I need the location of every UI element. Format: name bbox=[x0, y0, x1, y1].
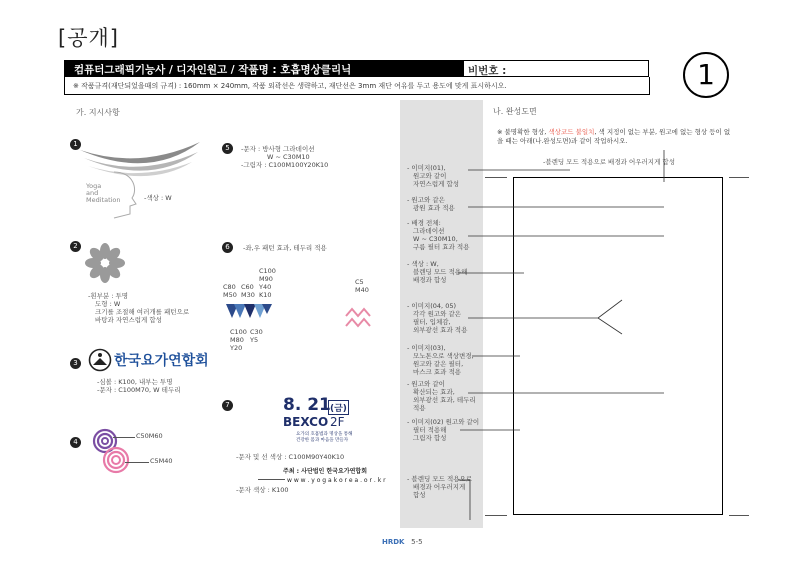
bib-number-field: 비번호 : bbox=[464, 60, 649, 77]
item-number-3: 3 bbox=[70, 358, 81, 369]
page-footer: HRDK 5-5 bbox=[382, 538, 423, 546]
item6-color-c100: C100 M90 Y40 K10 bbox=[259, 267, 276, 299]
item6-color-c100b: C100 M80 Y20 bbox=[230, 328, 247, 352]
event-tagline-2: 건강한 몸과 마음을 만들자 bbox=[296, 438, 349, 443]
classification-tag: [공개] bbox=[58, 26, 119, 50]
annotation-5: - 이미지(04, 05) 각각 원고와 같은 필터, 입체감, 외부광선 효과 적용 bbox=[407, 302, 468, 334]
item-number-6: 6 bbox=[222, 242, 233, 253]
annotation-4: - 색상 : W, 블렌딩 모드 적용해 배경과 합성 bbox=[407, 260, 468, 284]
item4-color-b: C5M40 bbox=[150, 457, 173, 465]
item-number-2: 2 bbox=[70, 241, 81, 252]
association-name: 한국요가연합회 bbox=[114, 353, 209, 369]
item6-color-c60: C60 M30 bbox=[241, 283, 255, 299]
yoga-logo-text: Yoga and Meditation bbox=[86, 182, 121, 204]
item6-spec: -좌,우 패턴 효과, 테두리 적용 bbox=[243, 244, 327, 252]
annotation-6: - 이미지(03), 모노톤으로 색상변경, 원고와 같은 필터, 마스크 효과 적용 bbox=[407, 344, 474, 376]
section-instructions-title: 가. 지시사항 bbox=[76, 108, 120, 117]
sheet-number: 1 bbox=[683, 52, 729, 98]
item-number-4: 4 bbox=[70, 437, 81, 448]
item7-text-color: -문자 색상 : K100 bbox=[236, 486, 289, 494]
annotation-3: - 배경 전체: 그라데이션 W ~ C30M10, 구름 필터 효과 적용 bbox=[407, 219, 470, 251]
item-number-5: 5 bbox=[222, 143, 233, 154]
completion-note: ※ 불명확한 형상, 색상코드 불일치, 색 지정이 없는 부분, 원고에 없는 형상 등이 없을 때는 아래(나.완성도면)과 같이 작업하시오. bbox=[497, 128, 731, 145]
event-date: 8. 21 bbox=[283, 395, 331, 415]
event-day: (금) bbox=[328, 400, 349, 415]
item2-spec: -흰부분 : 투명 도형 : W 크기를 조절해 여러개를 패턴으로 바탕과 자연스럽게 합성 bbox=[88, 292, 190, 324]
annotation-9: - 블렌딩 모드 적용으로 배경과 어우러지게 합성 bbox=[407, 475, 473, 499]
spec-note: ※ 작품규격(재단되었을때의 규격) : 160mm × 240mm, 작품 외곽선은 생략하고, 재단선은 3mm 재단 여유를 두고 용도에 맞게 표시하시오. bbox=[64, 77, 650, 95]
item5-spec: -문자 : 방사형 그라데이션 W ~ C30M10 -그림자 : C100M100Y20K10 bbox=[241, 145, 329, 169]
event-floor: 2F bbox=[330, 415, 345, 429]
annotation-7: - 원고와 같이 확산되는 효과, 외부광선 효과, 테두리 적용 bbox=[407, 380, 476, 412]
section-completion-title: 나. 완성도면 bbox=[493, 107, 537, 116]
item6-color-c5: C5 M40 bbox=[355, 278, 369, 294]
item6-color-c30: C30 Y5 bbox=[250, 328, 263, 344]
event-tagline-1: 요가의 호흡법과 명상을 통해 bbox=[296, 432, 353, 437]
completion-note-sub: -블렌딩 모드 적용으로 배경과 어우러지게 합성 bbox=[543, 158, 675, 166]
item3-spec: -심볼 : K100, 내부는 투명 -문자 : C100M70, W 테두리 bbox=[97, 378, 181, 394]
item1-color: -색상 : W bbox=[144, 194, 172, 202]
annotation-8: - 이미지(02) 원고와 같이 필터 적용해 그림자 합성 bbox=[407, 418, 480, 442]
item-number-1: 1 bbox=[70, 139, 81, 150]
item-number-7: 7 bbox=[222, 400, 233, 411]
event-url: w w w . y o g a k o r e a . o r . k r bbox=[287, 477, 386, 484]
event-venue: BEXCO bbox=[283, 415, 329, 429]
annotation-2: - 원고와 같은 광원 효과 적용 bbox=[407, 196, 455, 212]
event-host: 주최 : 사단법인 한국요가연합회 bbox=[283, 468, 368, 475]
item7-line-color: -문자 및 선 색상 : C100M90Y40K10 bbox=[236, 453, 345, 461]
item6-color-c80: C80 M50 bbox=[223, 283, 237, 299]
annotation-1: - 이미지(01), 원고와 같이 자연스럽게 합성 bbox=[407, 164, 460, 188]
header-title: 컴퓨터그래픽기능사 / 디자인원고 / 작품명 : 호흡명상클리닉 bbox=[64, 60, 464, 77]
item4-color-a: C50M60 bbox=[136, 432, 163, 440]
